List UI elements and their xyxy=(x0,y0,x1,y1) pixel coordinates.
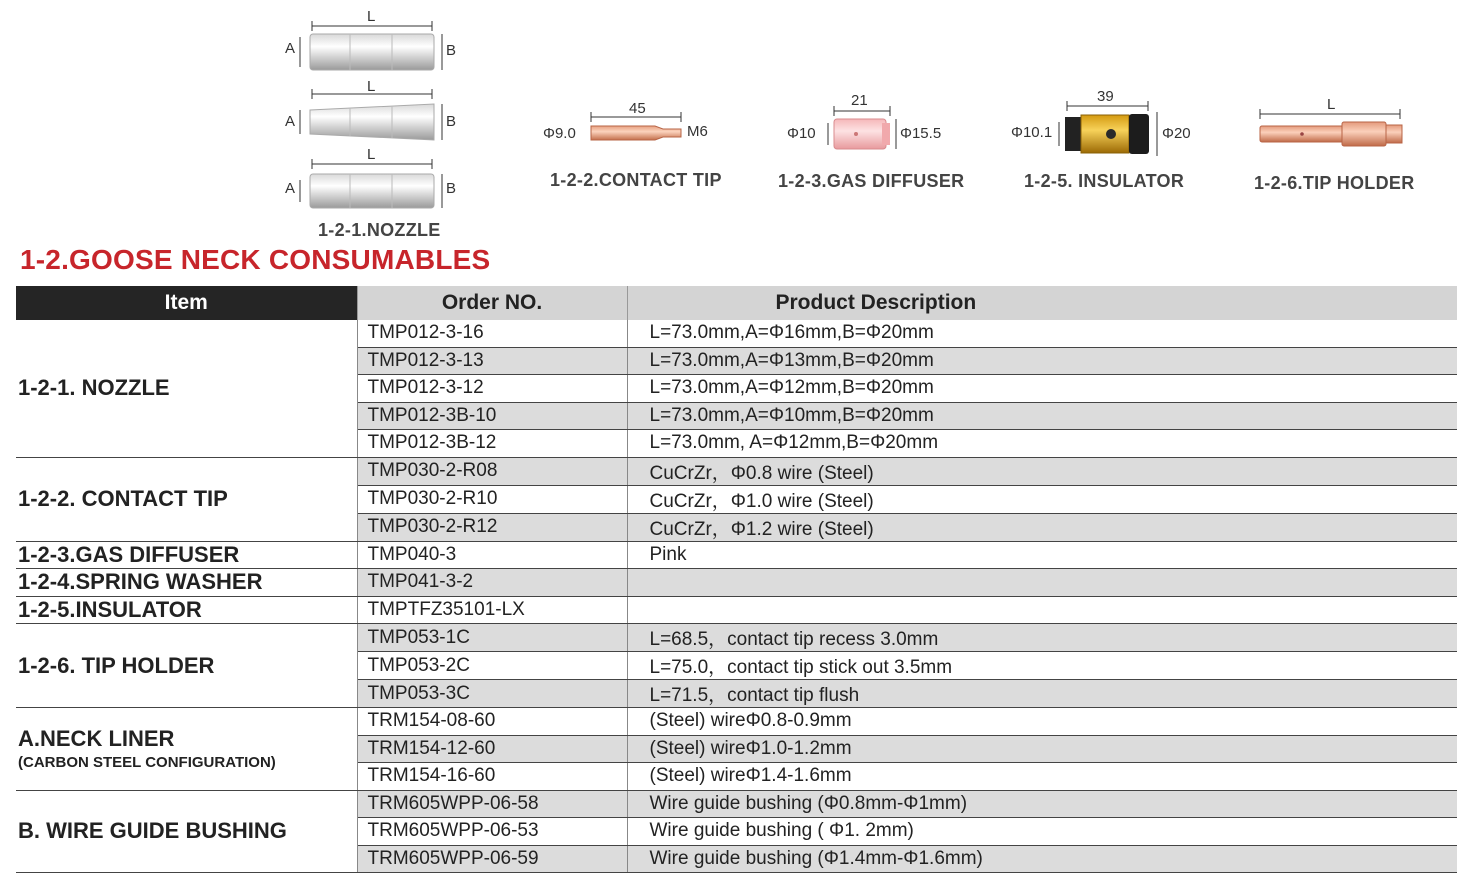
description: Wire guide bushing (Φ1.4mm-Φ1.6mm) xyxy=(627,845,1457,873)
description: (Steel) wireΦ0.8-0.9mm xyxy=(627,708,1457,736)
order-no: TRM154-12-60 xyxy=(357,735,627,763)
gas-diffuser-left-dim: Φ10 xyxy=(787,125,816,142)
order-no: TMPTFZ35101-LX xyxy=(357,596,627,624)
nozzle-dim-b: B xyxy=(446,42,457,59)
description xyxy=(627,569,1457,597)
description: CuCrZr，Φ1.2 wire (Steel) xyxy=(627,513,1457,541)
nozzle-dim-b: B xyxy=(446,180,457,197)
description: L=73.0mm,A=Φ13mm,B=Φ20mm xyxy=(627,347,1457,375)
consumables-table xyxy=(16,286,1457,873)
order-no: TMP040-3 xyxy=(357,541,627,569)
contact-tip-length: 45 xyxy=(629,100,646,117)
nozzle-drawing-icon xyxy=(280,6,465,214)
gas-diffuser-caption: 1-2-3.GAS DIFFUSER xyxy=(778,171,965,191)
item-insulator: 1-2-5.INSULATOR xyxy=(16,596,357,624)
table-row xyxy=(16,541,1457,569)
description: (Steel) wireΦ1.0-1.2mm xyxy=(627,735,1457,763)
order-no: TMP030-2-R12 xyxy=(357,513,627,541)
insulator-left-dim: Φ10.1 xyxy=(1011,124,1053,141)
tip-holder-drawing-icon xyxy=(1254,108,1406,150)
nozzle-dim-l: L xyxy=(367,8,376,25)
nozzle-caption: 1-2-1.NOZZLE xyxy=(318,220,441,240)
item-contact-tip: 1-2-2. CONTACT TIP xyxy=(16,457,357,541)
description: L=73.0mm,A=Φ12mm,B=Φ20mm xyxy=(627,375,1457,403)
header-item: Item xyxy=(16,286,357,320)
order-no: TRM605WPP-06-53 xyxy=(357,818,627,846)
table-row xyxy=(16,708,1457,736)
item-wire-guide-bushing: B. WIRE GUIDE BUSHING xyxy=(16,790,357,873)
order-no: TMP030-2-R10 xyxy=(357,485,627,513)
nozzle-dim-a: A xyxy=(285,113,296,130)
description: L=73.0mm,A=Φ10mm,B=Φ20mm xyxy=(627,402,1457,430)
description: Wire guide bushing (Φ0.8mm-Φ1mm) xyxy=(627,790,1457,818)
order-no: TMP041-3-2 xyxy=(357,569,627,597)
nozzle-dim-a: A xyxy=(285,40,296,57)
header-order-no: Order NO. xyxy=(357,286,627,320)
order-no: TMP053-1C xyxy=(357,624,627,652)
table-row xyxy=(16,624,1457,652)
section-title: 1-2.GOOSE NECK CONSUMABLES xyxy=(20,244,491,275)
table-row xyxy=(16,457,1457,485)
table-row xyxy=(16,320,1457,347)
table-row xyxy=(16,790,1457,818)
contact-tip-left-dim: Φ9.0 xyxy=(543,125,576,142)
description: CuCrZr，Φ1.0 wire (Steel) xyxy=(627,485,1457,513)
description: L=68.5，contact tip recess 3.0mm xyxy=(627,624,1457,652)
order-no: TMP012-3B-10 xyxy=(357,402,627,430)
item-neck-liner-subtitle: (CARBON STEEL CONFIGURATION) xyxy=(18,754,276,772)
insulator-drawing-icon xyxy=(1055,100,1165,160)
contact-tip-caption: 1-2-2.CONTACT TIP xyxy=(550,170,722,190)
tip-holder-length: L xyxy=(1327,96,1336,113)
order-no: TMP012-3-12 xyxy=(357,375,627,403)
nozzle-dim-l: L xyxy=(367,146,376,163)
order-no: TRM605WPP-06-59 xyxy=(357,845,627,873)
table-header-row xyxy=(16,286,1457,320)
order-no: TMP012-3-16 xyxy=(357,320,627,347)
description: L=71.5，contact tip flush xyxy=(627,680,1457,708)
nozzle-dim-a: A xyxy=(285,180,296,197)
order-no: TRM154-16-60 xyxy=(357,763,627,791)
description: CuCrZr，Φ0.8 wire (Steel) xyxy=(627,457,1457,485)
description: (Steel) wireΦ1.4-1.6mm xyxy=(627,763,1457,791)
gas-diffuser-length: 21 xyxy=(851,92,868,109)
nozzle-dim-l: L xyxy=(367,78,376,95)
description: Wire guide bushing ( Φ1. 2mm) xyxy=(627,818,1457,846)
gas-diffuser-drawing-icon xyxy=(826,105,900,153)
description: L=73.0mm, A=Φ12mm,B=Φ20mm xyxy=(627,430,1457,458)
order-no: TMP053-2C xyxy=(357,652,627,680)
order-no: TMP030-2-R08 xyxy=(357,457,627,485)
description: L=75.0，contact tip stick out 3.5mm xyxy=(627,652,1457,680)
nozzle-dim-b: B xyxy=(446,113,457,130)
insulator-length: 39 xyxy=(1097,88,1114,105)
insulator-caption: 1-2-5. INSULATOR xyxy=(1024,171,1185,191)
item-neck-liner: A.NECK LINER (CARBON STEEL CONFIGURATION) xyxy=(16,708,357,791)
order-no: TRM154-08-60 xyxy=(357,708,627,736)
tip-holder-caption: 1-2-6.TIP HOLDER xyxy=(1254,173,1415,193)
contact-tip-right-dim: M6 xyxy=(687,123,708,140)
item-spring-washer: 1-2-4.SPRING WASHER xyxy=(16,569,357,597)
order-no: TMP012-3B-12 xyxy=(357,430,627,458)
item-nozzle: 1-2-1. NOZZLE xyxy=(16,320,357,457)
description: L=73.0mm,A=Φ16mm,B=Φ20mm xyxy=(627,320,1457,347)
order-no: TMP053-3C xyxy=(357,680,627,708)
description xyxy=(627,596,1457,624)
insulator-right-dim: Φ20 xyxy=(1162,125,1191,142)
description: Pink xyxy=(627,541,1457,569)
item-tip-holder: 1-2-6. TIP HOLDER xyxy=(16,624,357,708)
order-no: TMP012-3-13 xyxy=(357,347,627,375)
item-gas-diffuser: 1-2-3.GAS DIFFUSER xyxy=(16,541,357,569)
gas-diffuser-right-dim: Φ15.5 xyxy=(900,125,942,142)
header-product-description: Product Description xyxy=(627,286,1457,320)
order-no: TRM605WPP-06-58 xyxy=(357,790,627,818)
table-row xyxy=(16,569,1457,597)
table-row xyxy=(16,596,1457,624)
